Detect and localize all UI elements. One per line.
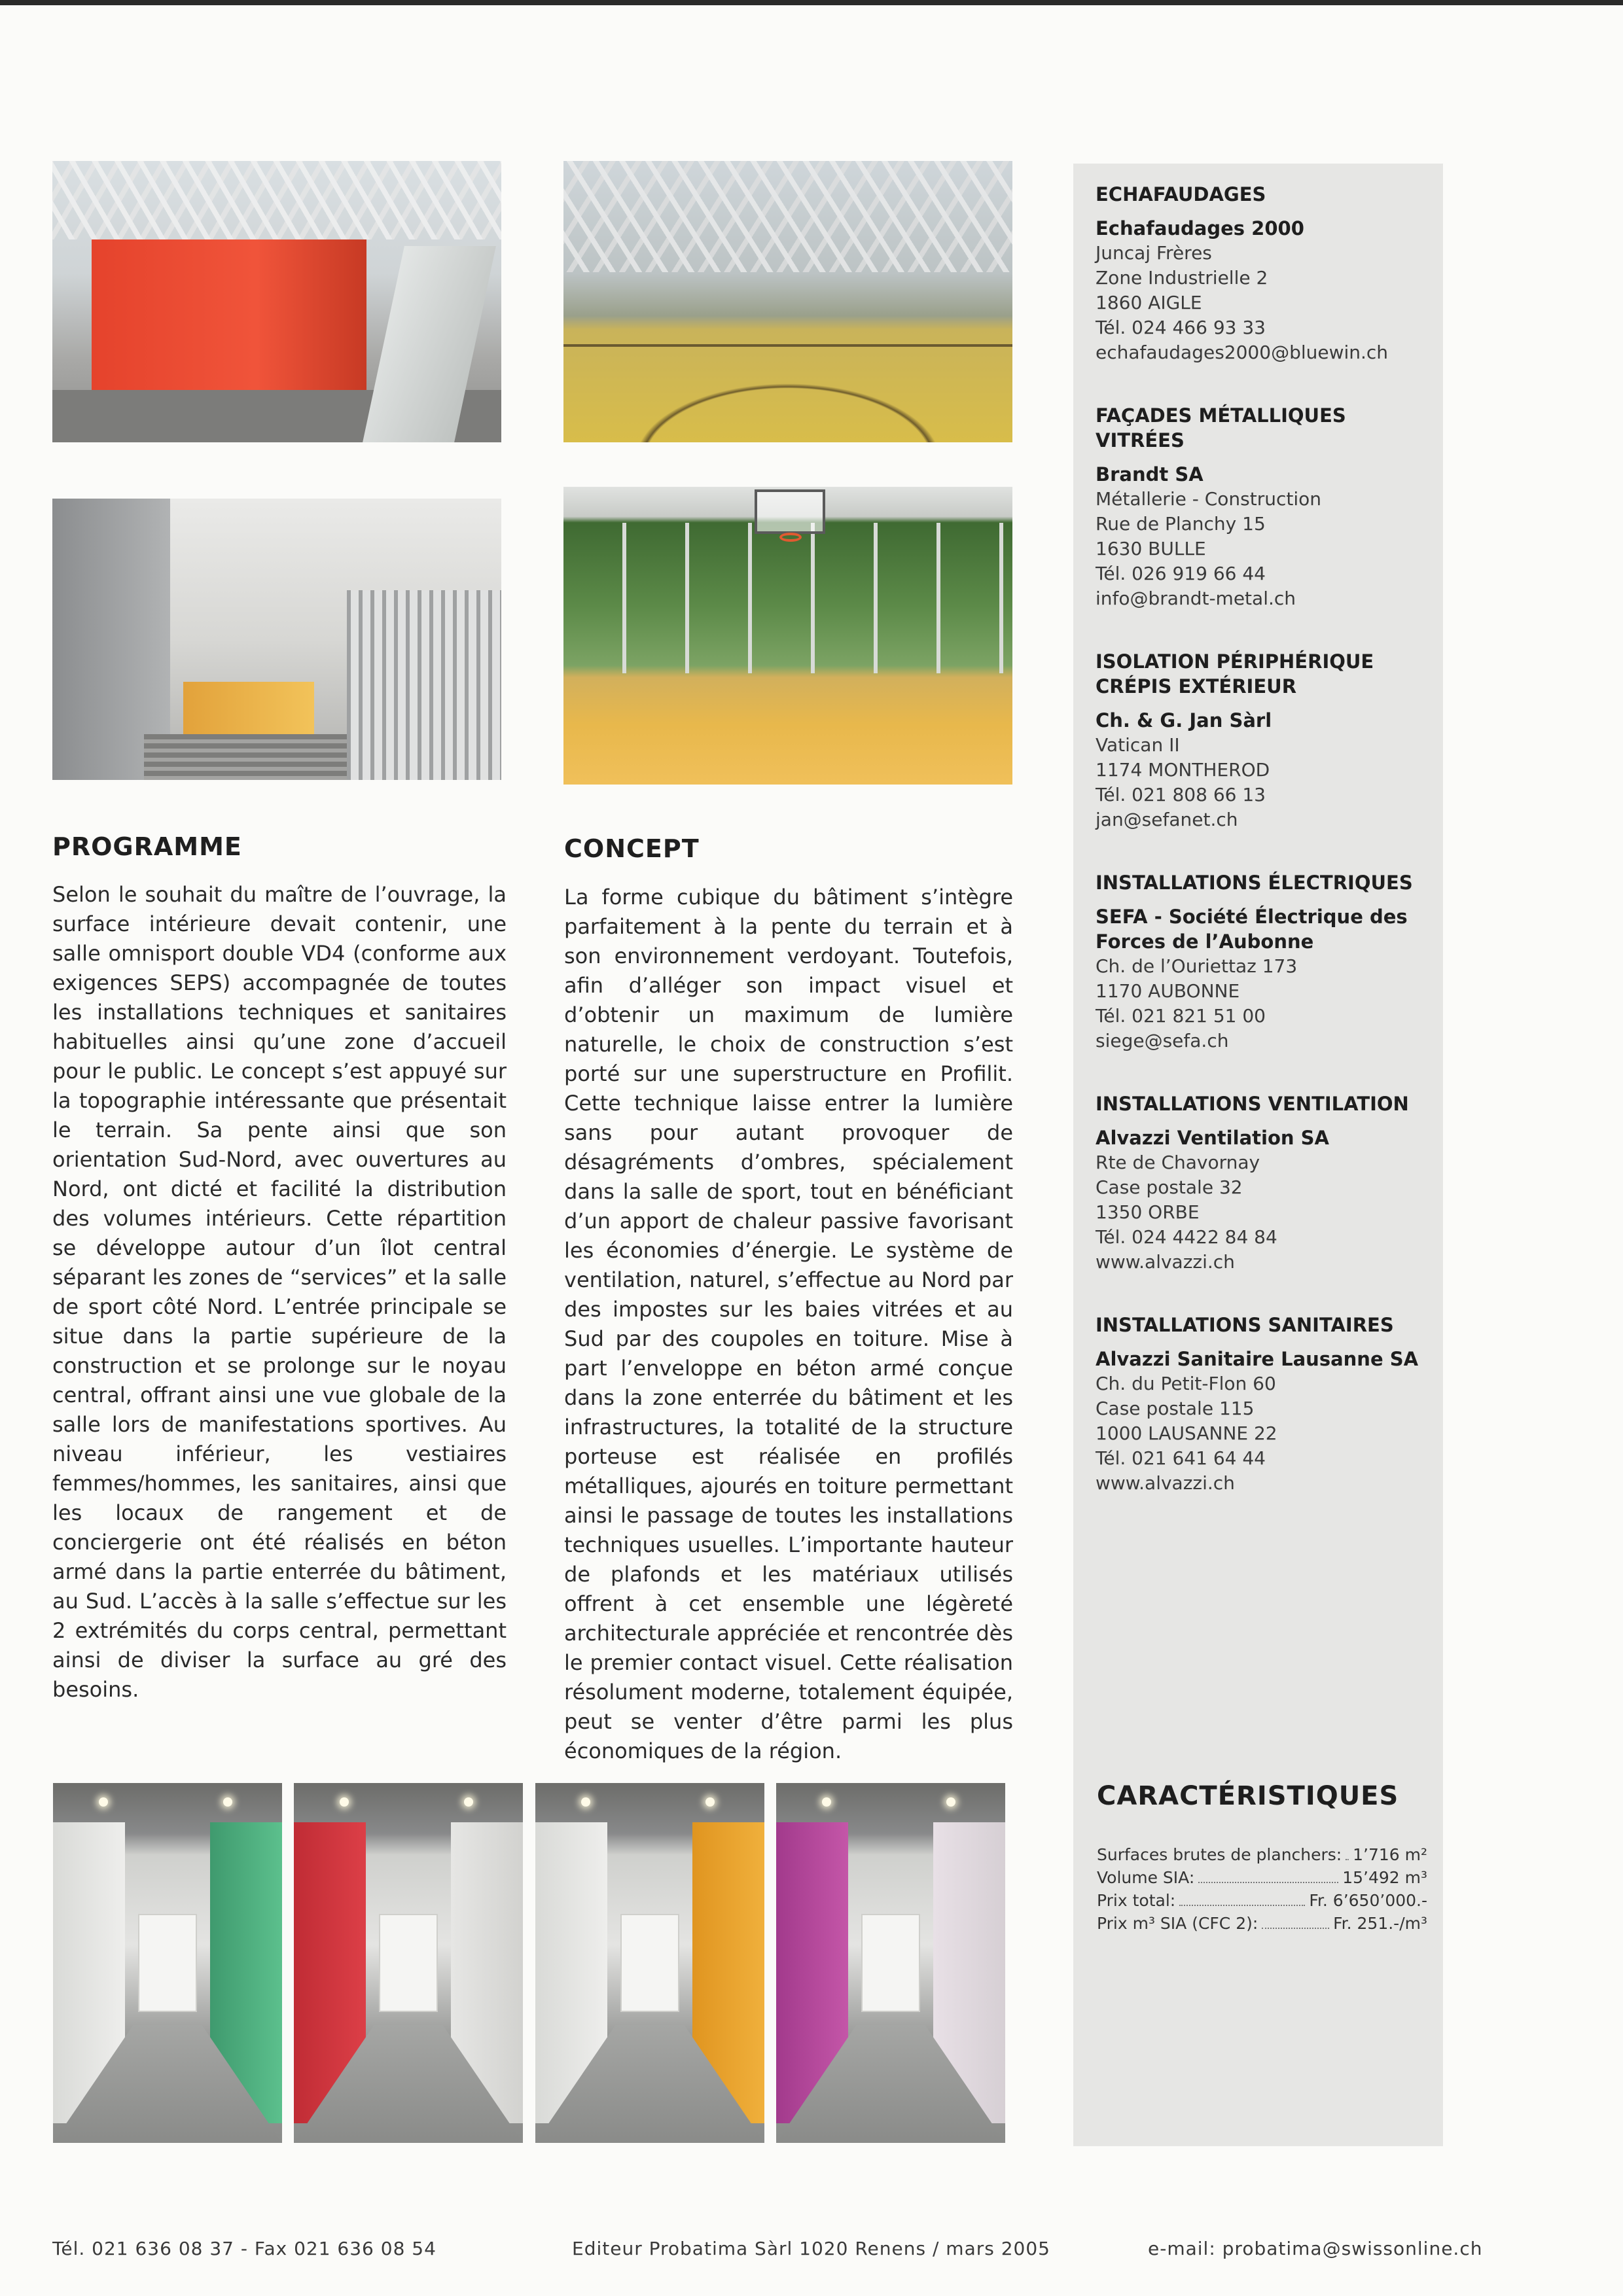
photo-corridor-magenta <box>776 1783 1005 2143</box>
spec-row <box>1097 1867 1427 1889</box>
address-line: Vatican II <box>1096 734 1180 756</box>
address-line: 1630 BULLE <box>1096 538 1206 559</box>
programme-text: Selon le souhait du maître de l’ouvrage, la surface intérieure devait contenir, une salle omnisport double VD4 (conforme aux exigences SEPS) accompagnée de toutes les installations techniques et sanitaires habituelles ainsi qu’une zone d’accueil pour le public. Le concept s’est appuyé sur la topographie intéressante que présentait le terrain. Sa pente ainsi que son orientation Sud-Nord, avec ouvertures au Nord, ont dicté et facilité la distribution des volumes intérieurs. Cette répartition se développe autour d’un îlot central séparant les zones de “services” et la salle de sport côté Nord. L’entrée principale se situe dans la partie supérieure de la construction et se prolonge sur le noyau central, offrant ainsi une vue globale de la salle lors de manifestations sportives. Au niveau inférieur, les vestiaires femmes/hommes, les sanitaires, ainsi que les locaux de rangement et de conciergerie ont été réalisés en béton armé dans la partie enterrée du bâtiment, au Sud. L’accès à la salle s’effectue sur les 2 extrémités du corps central, permettant ainsi de diviser la surface au gré des besoins. <box>52 882 507 1702</box>
sidebar-block-sanitaires <box>1096 1313 1436 1496</box>
photo-corridor-green <box>53 1783 282 2143</box>
website-line: www.alvazzi.ch <box>1096 1472 1235 1494</box>
spec-value: 15’492 m³ <box>1342 1868 1427 1887</box>
spec-value: 1’716 m² <box>1353 1845 1427 1864</box>
address-line: Rue de Planchy 15 <box>1096 513 1266 535</box>
spec-row <box>1097 1890 1427 1912</box>
spec-label: Volume SIA: <box>1097 1868 1195 1887</box>
company-name: Alvazzi Ventilation SA <box>1096 1127 1329 1149</box>
address-line: Zone Industrielle 2 <box>1096 267 1268 289</box>
spec-label: Surfaces brutes de planchers: <box>1097 1845 1342 1864</box>
photo-basketball-court <box>563 487 1012 785</box>
caracteristiques-heading: CARACTÉRISTIQUES <box>1097 1781 1399 1811</box>
footer-publisher: Editeur Probatima Sàrl 1020 Renens / mars 2005 <box>572 2238 1050 2259</box>
photo-sports-hall <box>563 161 1012 442</box>
phone-line: Tél. 026 919 66 44 <box>1096 563 1266 584</box>
sidebar-block-echafaudages <box>1096 182 1436 365</box>
programme-heading: PROGRAMME <box>52 832 242 861</box>
top-border <box>0 0 1623 5</box>
email-line: jan@sefanet.ch <box>1096 809 1238 830</box>
photo-corridor-red <box>294 1783 523 2143</box>
address-line: Case postale 32 <box>1096 1176 1243 1198</box>
phone-line: Tél. 021 821 51 00 <box>1096 1005 1266 1027</box>
concept-text: La forme cubique du bâtiment s’intègre parfaitement à la pente du terrain et à son environnement verdoyant. Toutefois, afin d’alléger son impact visuel et d’obtenir un maximum de lumière naturelle, le choix de construction s’est porté sur une superstructure en Profilit. Cette technique laisse entrer la lumière sans pour autant provoquer de désagréments d’ombres, spécialement dans la salle de sport, tout en bénéficiant d’un apport de chaleur passive favorisant les économies d’énergie. Le système de ventilation, naturel, s’effectue au Nord par des impostes sur les baies vitrées et au Sud par des coupoles en toiture. Mise à part l’enveloppe en béton armé conçue dans la zone enterrée du bâtiment et les infrastructures, la totalité de la structure porteuse est réalisée en profilés métalliques, ajourés en toiture permettant ainsi le passage de toutes les installations techniques usuelles. L’importante hauteur de plafonds et les matériaux utilisés offrent à cet ensemble une légèreté architecturale appréciée et rencontrée dès le premier contact visuel. Cette réalisation résolument moderne, totalement équipée, peut se venter d’être parmi les plus économiques de la région. <box>564 885 1013 1763</box>
phone-line: Tél. 021 808 66 13 <box>1096 784 1266 805</box>
spec-row <box>1097 1913 1427 1935</box>
sidebar-block-electriques <box>1096 870 1436 1053</box>
address-line: 1170 AUBONNE <box>1096 980 1240 1002</box>
address-line: Case postale 115 <box>1096 1398 1255 1419</box>
spec-row <box>1097 1844 1427 1866</box>
spec-value: Fr. 6’650’000.- <box>1309 1891 1427 1910</box>
sidebar-block-isolation <box>1096 649 1436 832</box>
block-title: INSTALLATIONS ÉLECTRIQUES <box>1096 872 1413 894</box>
address-line: Ch. de l’Ouriettaz 173 <box>1096 955 1298 977</box>
block-title: INSTALLATIONS VENTILATION <box>1096 1093 1409 1115</box>
company-name: Brandt SA <box>1096 463 1204 486</box>
phone-line: Tél. 021 641 64 44 <box>1096 1447 1266 1469</box>
block-title: INSTALLATIONS SANITAIRES <box>1096 1314 1394 1336</box>
footer-email: e-mail: probatima@swissonline.ch <box>1148 2238 1483 2259</box>
phone-line: Tél. 024 4422 84 84 <box>1096 1226 1277 1248</box>
spec-label: Prix m³ SIA (CFC 2): <box>1097 1914 1258 1933</box>
sidebar-block-facades <box>1096 403 1436 611</box>
address-line: 1174 MONTHEROD <box>1096 759 1270 781</box>
email-line: info@brandt-metal.ch <box>1096 588 1296 609</box>
address-line: Métallerie - Construction <box>1096 488 1322 510</box>
address-line: 1350 ORBE <box>1096 1201 1200 1223</box>
sidebar-block-ventilation <box>1096 1091 1436 1275</box>
block-title: FAÇADES MÉTALLIQUES VITRÉES <box>1096 404 1346 451</box>
company-name: SEFA - Société Électrique des Forces de l’Aubonne <box>1096 906 1408 953</box>
block-title: ISOLATION PÉRIPHÉRIQUE CRÉPIS EXTÉRIEUR <box>1096 650 1374 698</box>
photo-staircase <box>52 499 501 780</box>
photo-hall-red-volume <box>52 161 501 442</box>
block-title: ECHAFAUDAGES <box>1096 183 1266 205</box>
address-line: Rte de Chavornay <box>1096 1152 1260 1173</box>
address-line: Ch. du Petit-Flon 60 <box>1096 1373 1276 1394</box>
spec-value: Fr. 251.-/m³ <box>1333 1914 1427 1933</box>
email-line: echafaudages2000@bluewin.ch <box>1096 342 1389 363</box>
spec-label: Prix total: <box>1097 1891 1176 1910</box>
company-name: Ch. & G. Jan Sàrl <box>1096 709 1272 732</box>
website-line: www.alvazzi.ch <box>1096 1251 1235 1273</box>
company-name: Echafaudages 2000 <box>1096 217 1304 239</box>
address-line: Juncaj Frères <box>1096 242 1212 264</box>
footer-phone-fax: Tél. 021 636 08 37 - Fax 021 636 08 54 <box>52 2238 437 2259</box>
concept-heading: CONCEPT <box>564 834 700 863</box>
address-line: 1860 AIGLE <box>1096 292 1202 313</box>
phone-line: Tél. 024 466 93 33 <box>1096 317 1266 338</box>
address-line: 1000 LAUSANNE 22 <box>1096 1422 1277 1444</box>
photo-corridor-orange <box>535 1783 764 2143</box>
email-line: siege@sefa.ch <box>1096 1030 1229 1051</box>
company-name: Alvazzi Sanitaire Lausanne SA <box>1096 1348 1419 1370</box>
